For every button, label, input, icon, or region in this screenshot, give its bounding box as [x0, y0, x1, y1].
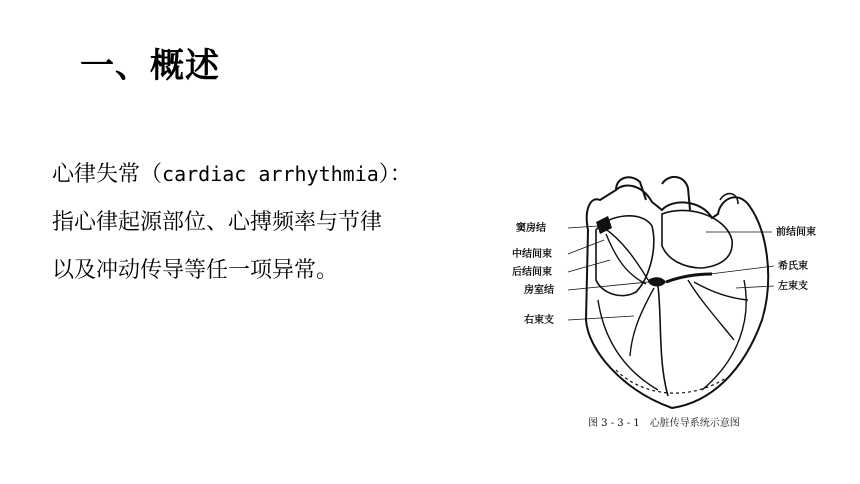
heart-diagram [512, 170, 832, 440]
paren-open: （ [140, 162, 163, 187]
definition-line-2: 指心律起源部位、心搏频率与节律 [52, 210, 383, 235]
label-middle-internodal-tract: 中结间束 [512, 249, 552, 260]
purkinje-fibers [616, 370, 726, 393]
term-english: cardiac arrhythmia [162, 162, 379, 186]
heart-conduction-figure [512, 170, 832, 440]
label-posterior-internodal-tract: 后结间束 [512, 267, 552, 278]
septum [658, 286, 668, 396]
label-anterior-internodal-tract: 前结间束 [776, 227, 816, 238]
definition-paragraph [52, 150, 502, 295]
figure-caption: 图 3 - 3 - 1 心脏传导系统示意图 [588, 418, 740, 429]
right-bundle-branch [630, 288, 654, 356]
left-ventricle-wall [702, 280, 746, 390]
label-av-node: 房室结 [524, 285, 554, 296]
label-his-bundle: 希氏束 [778, 261, 808, 272]
definition-line-1 [52, 150, 502, 199]
page-title: 一、概述 [80, 46, 220, 86]
left-atrium [662, 210, 732, 268]
label-left-bundle-branch: 左束支 [778, 281, 808, 292]
label-right-bundle-branch: 右束支 [524, 315, 554, 326]
av-node [648, 277, 666, 286]
paren-close: ）： [378, 162, 412, 187]
left-bundle-branch [688, 280, 748, 340]
label-sa-node: 窦房结 [516, 223, 546, 234]
aorta [616, 177, 646, 200]
definition-line-3: 以及冲动传导等任一项异常。 [52, 258, 339, 283]
term-chinese: 心律失常 [52, 162, 141, 187]
pulmonary-vessel [662, 177, 690, 210]
right-ventricle-wall [598, 300, 658, 390]
internodal-tracts [604, 228, 648, 284]
